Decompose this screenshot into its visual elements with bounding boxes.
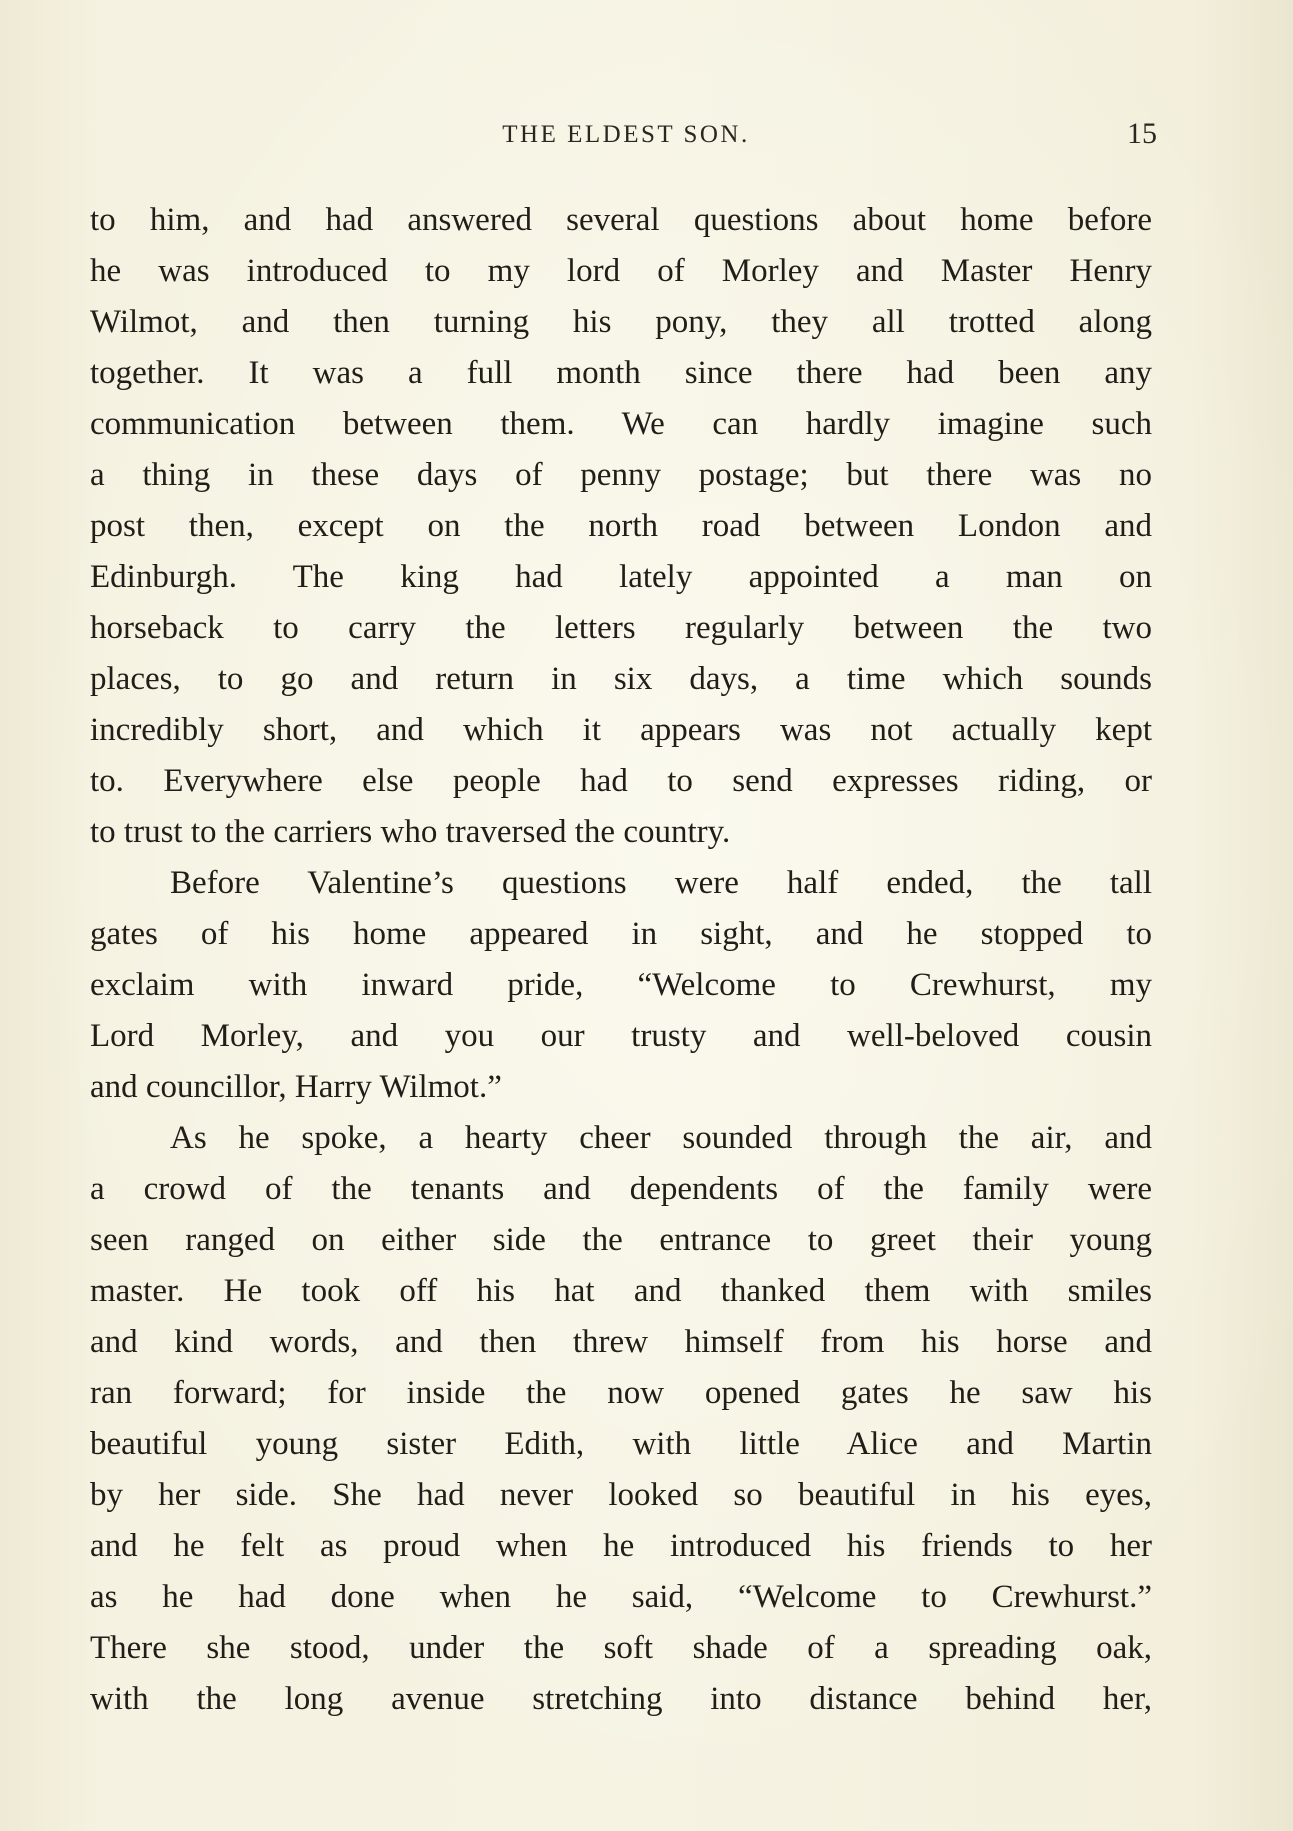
- text-line: to him, and had answered several questions about home before: [90, 202, 1152, 238]
- text-line: master. He took off his hat and thanked them with smiles: [90, 1273, 1152, 1309]
- text-line: with the long avenue stretching into distance behind her,: [90, 1681, 1152, 1717]
- text-line: by her side. She had never looked so beautiful in his eyes,: [90, 1477, 1152, 1513]
- text-line: Wilmot, and then turning his pony, they all trotted along: [90, 304, 1152, 340]
- text-line: horseback to carry the letters regularly between the two: [90, 610, 1152, 646]
- text-line: communication between them. We can hardly imagine such: [90, 406, 1152, 442]
- text-line: he was introduced to my lord of Morley and Master Henry: [90, 253, 1152, 289]
- text-line: Edinburgh. The king had lately appointed a man on: [90, 559, 1152, 595]
- text-line: As he spoke, a hearty cheer sounded through the air, and: [170, 1120, 1152, 1156]
- text-line: to trust to the carriers who traversed the country.: [90, 814, 731, 850]
- text-line: post then, except on the north road between London and: [90, 508, 1152, 544]
- text-line: and councillor, Harry Wilmot.”: [90, 1069, 502, 1105]
- text-line: Lord Morley, and you our trusty and well-beloved cousin: [90, 1018, 1152, 1054]
- text-line: beautiful young sister Edith, with little Alice and Martin: [90, 1426, 1152, 1462]
- body-text: [90, 195, 1152, 1725]
- running-head: [95, 115, 1157, 155]
- text-line: a crowd of the tenants and dependents of the family were: [90, 1171, 1152, 1207]
- text-line: exclaim with inward pride, “Welcome to Crewhurst, my: [90, 967, 1152, 1003]
- text-line: together. It was a full month since there had been any: [90, 355, 1152, 391]
- text-line: to. Everywhere else people had to send expresses riding, or: [90, 763, 1152, 799]
- text-line: ran forward; for inside the now opened gates he saw his: [90, 1375, 1152, 1411]
- text-line: and he felt as proud when he introduced his friends to her: [90, 1528, 1152, 1564]
- text-line: and kind words, and then threw himself from his horse and: [90, 1324, 1152, 1360]
- text-line: Before Valentine’s questions were half ended, the tall: [170, 865, 1152, 901]
- text-line: gates of his home appeared in sight, and he stopped to: [90, 916, 1152, 952]
- text-line: incredibly short, and which it appears was not actually kept: [90, 712, 1152, 748]
- text-line: places, to go and return in six days, a time which sounds: [90, 661, 1152, 697]
- text-line: a thing in these days of penny postage; but there was no: [90, 457, 1152, 493]
- page-number: 15: [1127, 117, 1157, 150]
- text-line: There she stood, under the soft shade of a spreading oak,: [90, 1630, 1152, 1666]
- text-line: as he had done when he said, “Welcome to Crewhurst.”: [90, 1579, 1152, 1615]
- running-title: THE ELDEST SON.: [502, 121, 750, 148]
- text-line: seen ranged on either side the entrance to greet their young: [90, 1222, 1152, 1258]
